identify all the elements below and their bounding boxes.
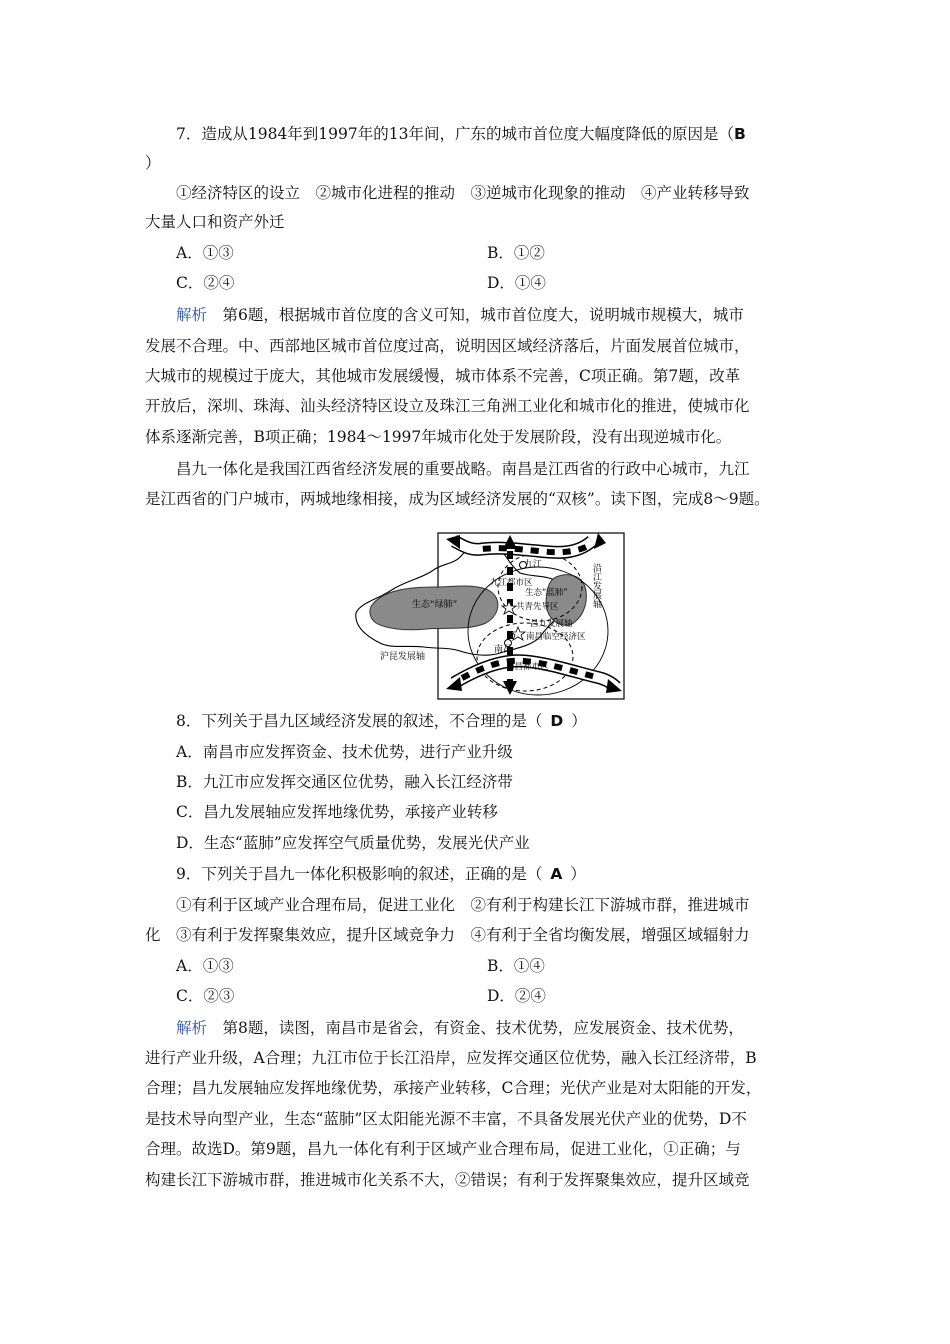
label-gongqing: 共青先导区 (516, 602, 559, 612)
q8-stem-close: ） (571, 712, 587, 730)
q9-option-c: C．②③ (176, 987, 235, 1005)
q9-option-d: D．②④ (487, 987, 546, 1005)
q7-options-text: ①经济特区的设立 ②城市化进程的推动 ③逆城市化现象的推动 ④产业转移导致 (176, 184, 750, 202)
analysis-2-line (176, 1018, 744, 1038)
analysis-text: 第6题，根据城市首位度的含义可知，城市首位度大，说明城市规模大，城市 (207, 306, 744, 324)
analysis-2-line: 进行产业升级，A合理；九江市位于长江沿岸，应发挥交通区位优势，融入长江经济带，B (145, 1049, 757, 1067)
q9-answer: A (550, 865, 563, 883)
q8-option-d: D．生态“蓝肺”应发挥空气质量优势，发展光伏产业 (176, 834, 530, 852)
analysis-2-line: 合理。故选D。第9题，昌九一体化有利于区域产业合理布局，促进工业化，①正确；与 (145, 1140, 741, 1158)
analysis-2-line: 构建长江下游城市群，推进城市化关系不大，②错误；有利于发挥聚集效应，提升区域竞 (145, 1171, 750, 1189)
q9-options-text-cont: 化 ③有利于发挥聚集效应，提升区域竞争力 ④有利于全省均衡发展，增强区域辐射力 (145, 926, 750, 944)
q8-option-a: A．南昌市应发挥资金、技术优势，进行产业升级 (176, 743, 513, 761)
q7-stem (176, 124, 746, 144)
q8-stem (176, 711, 587, 731)
q7-options-text-cont: 大量人口和资产外迁 (145, 213, 285, 231)
q7-answer: B (733, 125, 746, 143)
q7-option-a: A．①③ (176, 244, 234, 262)
analysis-2-line: 是技术导向型产业，生态“蓝肺”区太阳能光源不丰富，不具备发展光伏产业的优势，D不 (145, 1110, 747, 1128)
blue-lung-area (546, 575, 586, 626)
label-changjiu-axis: 昌九发展轴 (530, 619, 573, 629)
analysis-label: 解析 (176, 1019, 208, 1037)
q8-option-c: C．昌九发展轴应发挥地缘优势，承接产业转移 (176, 803, 498, 821)
changjiu-map (350, 531, 626, 701)
label-nanchang: 南昌 (494, 645, 513, 655)
q9-options-text: ①有利于区域产业合理布局，促进工业化 ②有利于构建长江下游城市群，推进城市 (176, 896, 750, 914)
analysis-1-line (176, 305, 744, 325)
analysis-1-line: 开放后，深圳、珠海、汕头经济特区设立及珠江三角洲工业化和城市化的推进，使城市化 (145, 397, 750, 415)
q8-stem-text: 8．下列关于昌九区域经济发展的叙述，不合理的是（ (176, 712, 543, 730)
q7-stem-text: 7．造成从1984年到1997年的13年间，广东的城市首位度大幅度降低的原因是（ (176, 125, 734, 143)
airport-star-icon (511, 627, 525, 640)
changjiu-arrow-north (503, 535, 517, 549)
q7-stem-close: ） (145, 154, 161, 172)
q9-stem-close: ） (570, 865, 586, 883)
label-green-lung: 生态“绿肺” (412, 600, 458, 610)
q9-stem-text: 9．下列关于昌九一体化积极影响的叙述，正确的是（ (176, 865, 543, 883)
label-blue-lung: 生态“蓝肺” (525, 588, 568, 598)
q8-answer: D (550, 712, 564, 730)
yanjiang-axis-fill (454, 541, 592, 552)
analysis-1-line: 发展不合理。中、西部地区城市首位度过高，说明因区域经济落后，片面发展首位城市， (145, 337, 750, 355)
intro-line: 是江西省的门户城市，两城地缘相接，成为区域经济发展的“双核”。读下图，完成8～9题。 (145, 490, 770, 508)
label-hukun-axis: 沪昆发展轴 (380, 652, 426, 662)
q8-option-b: B．九江市应发挥交通区位优势，融入长江经济带 (176, 773, 513, 791)
yanjiang-arrow-east (594, 533, 606, 549)
analysis-label: 解析 (176, 306, 208, 324)
analysis-text: 第8题，读图，南昌市是省会，有资金、技术优势，应发展资金、技术优势， (207, 1019, 744, 1037)
analysis-1-line: 体系逐渐完善，B项正确；1984～1997年城市化处于发展阶段，没有出现逆城市化。 (145, 428, 732, 446)
label-jiujiang-metro: 九江都市区 (490, 578, 533, 588)
label-yanjiang-axis: 沿江发展轴 (591, 563, 601, 608)
label-nanchang-metro: 南昌都市区 (506, 662, 549, 672)
label-airport-zone: 南昌临空经济区 (526, 632, 586, 642)
analysis-2-line: 合理；昌九发展轴应发挥地缘优势，承接产业转移，C合理；光伏产业是对太阳能的开发， (145, 1079, 762, 1097)
q7-option-b: B．①② (487, 244, 545, 262)
label-jiujiang: 九江 (524, 560, 543, 570)
analysis-1-line: 大城市的规模过于庞大，其他城市发展缓慢，城市体系不完善，C项正确。第7题，改革 (145, 367, 741, 385)
q7-option-c: C．②④ (176, 274, 235, 292)
q7-option-d: D．①④ (487, 274, 546, 292)
intro-line: 昌九一体化是我国江西省经济发展的重要战略。南昌是江西省的行政中心城市，九江 (176, 460, 750, 478)
q9-option-b: B．①④ (487, 957, 545, 975)
q9-stem (176, 864, 586, 884)
q9-option-a: A．①③ (176, 957, 234, 975)
gongqing-star-icon (502, 601, 516, 614)
